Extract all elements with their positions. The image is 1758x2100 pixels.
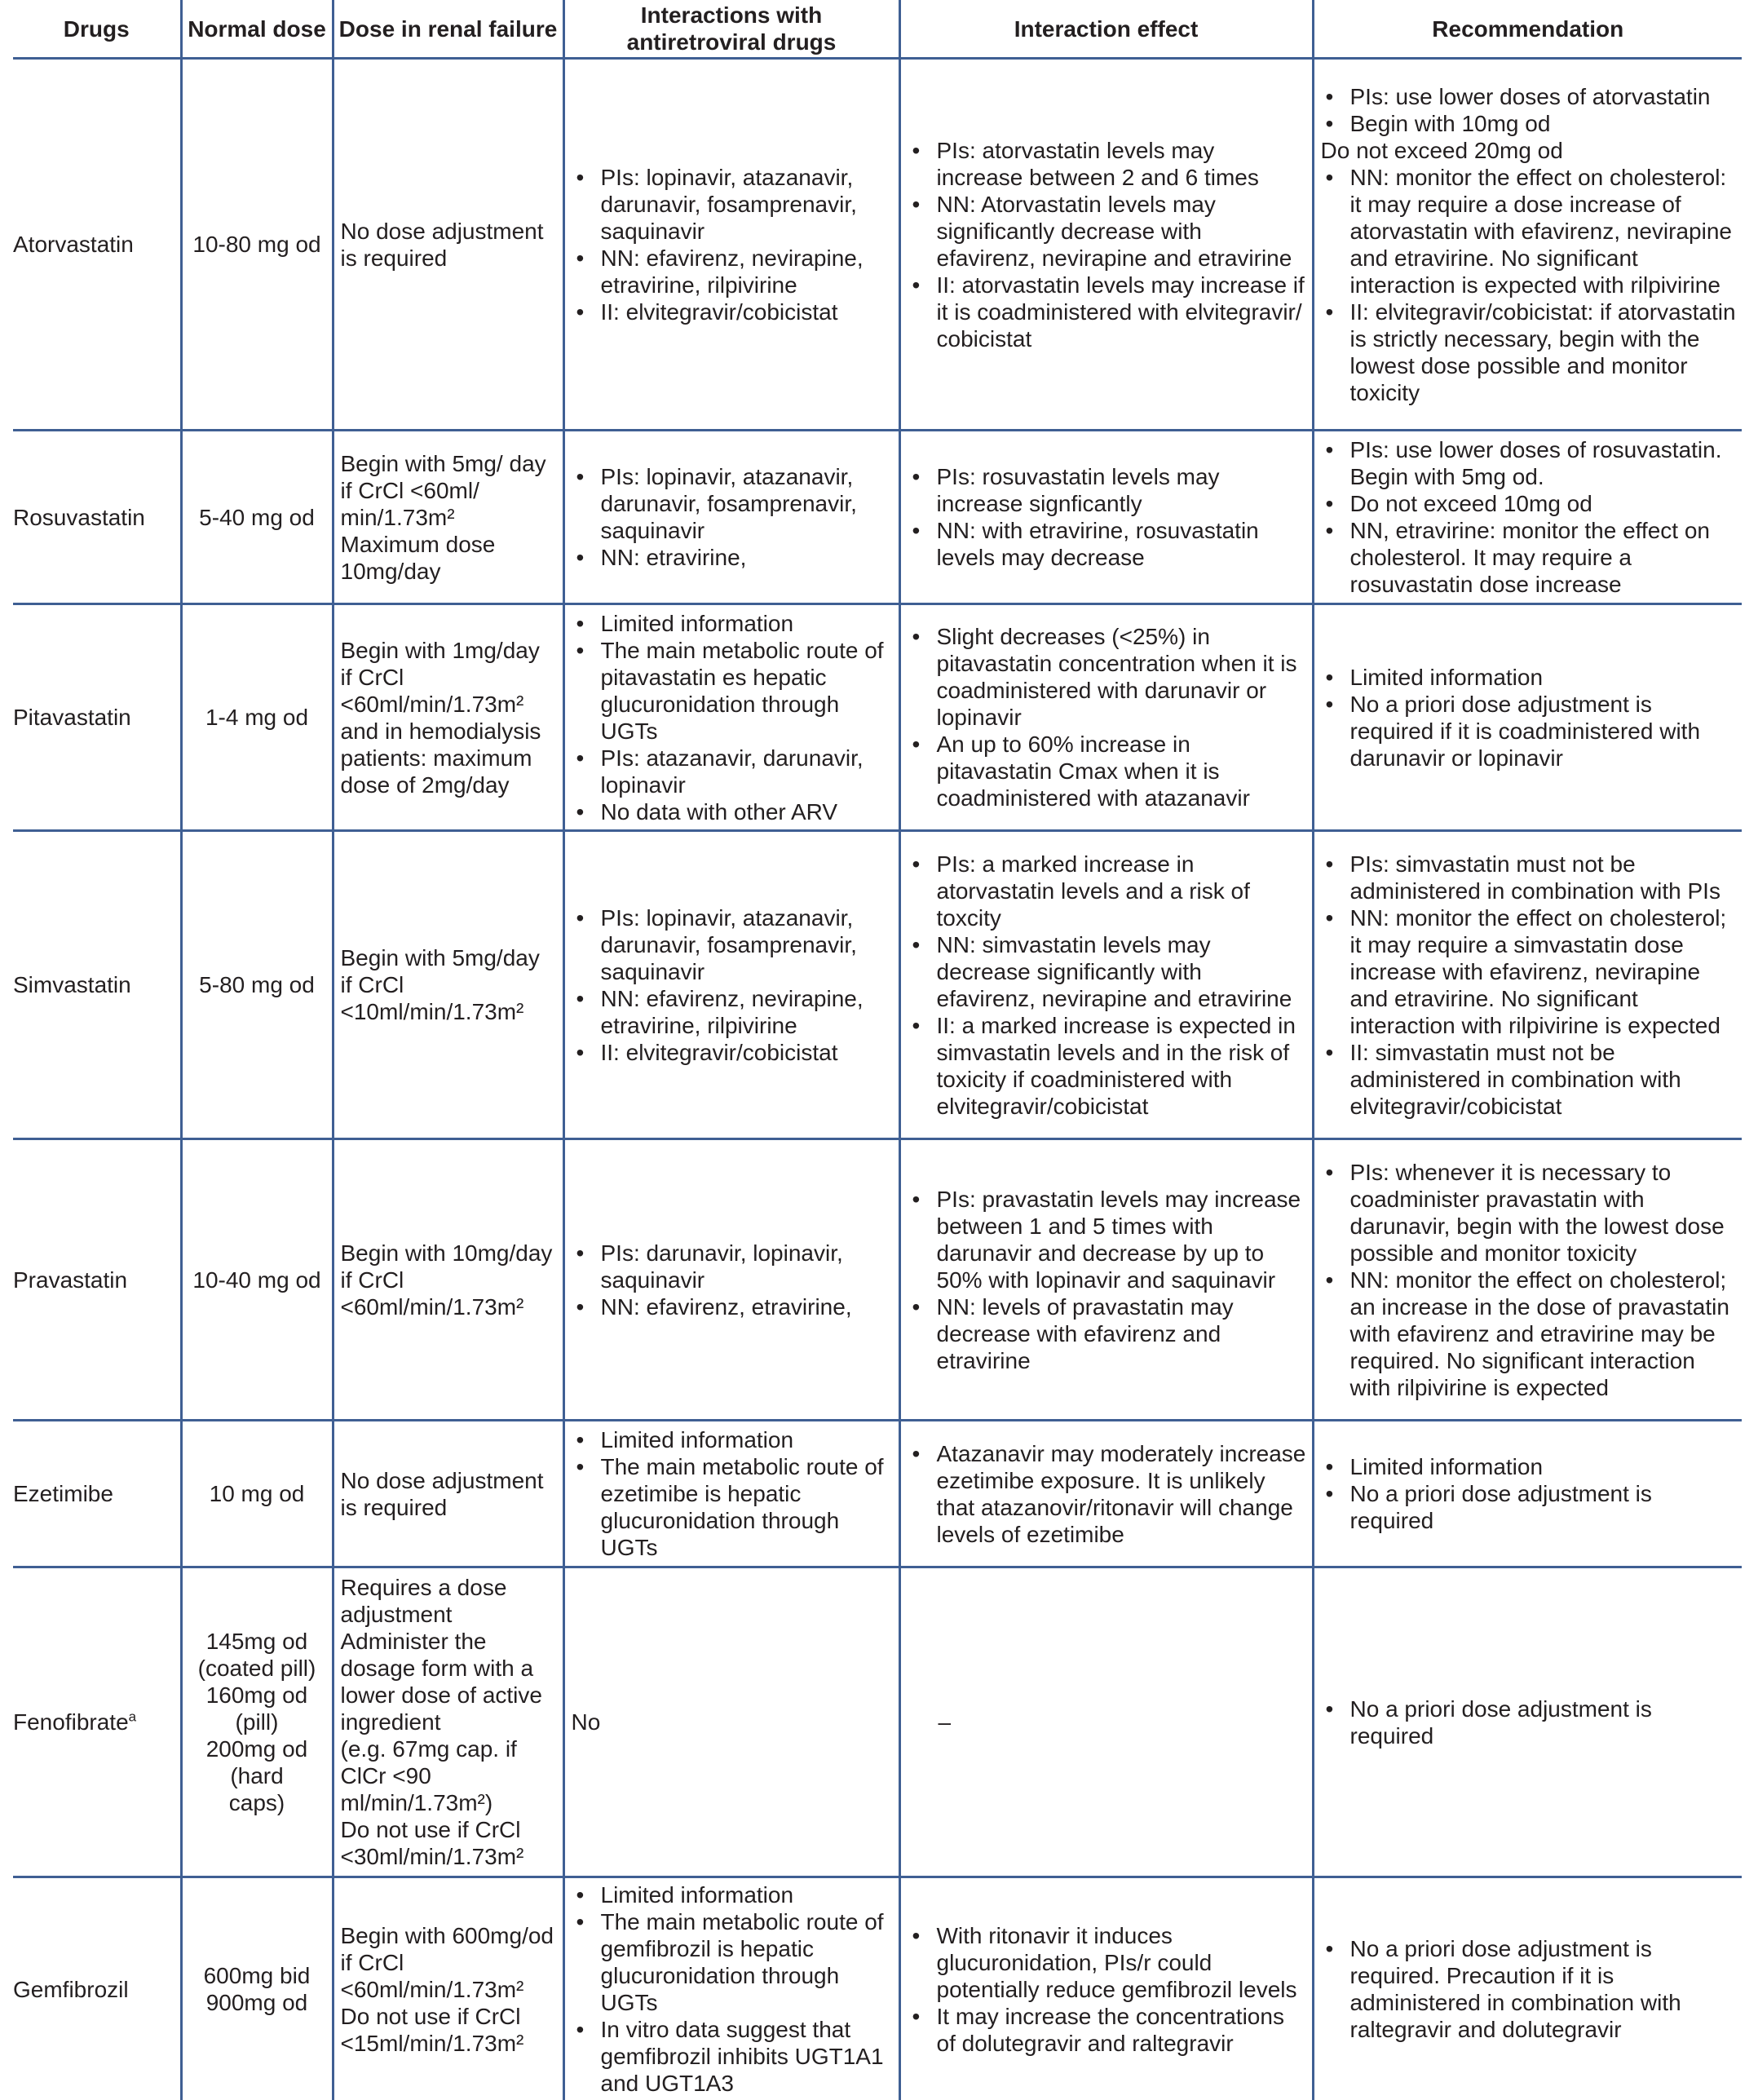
drug-name: Pravastatin <box>13 1139 181 1421</box>
list-item: • Slight decreases (<25%) in pitavastatin concentration when it is coadministered with darunavir or lopinavir <box>908 623 1307 731</box>
renal-dose: No dose adjustment is required <box>333 1421 563 1567</box>
list-item: • II: a marked increase is expected in simvastatin levels and in the risk of toxicity if coadministered with elvitegravir/cobicistat <box>908 1012 1307 1120</box>
interactions-cell <box>563 1139 899 1421</box>
list-item: • PIs: use lower doses of rosuvastatin. Begin with 5mg od. <box>1321 436 1738 490</box>
list-item: • PIs: simvastatin must not be administered in combination with PIs <box>1321 851 1738 904</box>
list-item: • PIs: whenever it is necessary to coadminister pravastatin with darunavir, begin with the lowest dose possible and monitor toxicity <box>1321 1159 1738 1267</box>
list-item: • Do not exceed 10mg od <box>1321 490 1738 517</box>
effect-cell <box>899 1421 1313 1567</box>
list-item: • The main metabolic route of ezetimibe is hepatic glucuronidation through UGTs <box>572 1453 894 1561</box>
list-item: • The main metabolic route of gemfibrozil is hepatic glucuronidation through UGTs <box>572 1908 894 2016</box>
header-normal-dose: Normal dose <box>181 0 333 59</box>
renal-line: (e.g. 67mg cap. if ClCr <90 ml/min/1.73m²) <box>341 1735 558 1816</box>
normal-dose: 5-40 mg od <box>181 431 333 604</box>
list-item: • NN: monitor the effect on cholesterol; it may require a simvastatin dose increase with efavirenz, nevirapine and etravirine. No significant interaction with rilpivirine is expected <box>1321 904 1738 1039</box>
list-item: • An up to 60% increase in pitavastatin Cmax when it is coadministered with atazanavir <box>908 731 1307 811</box>
dose-line: 200mg od <box>184 1735 330 1762</box>
normal-dose: 10-40 mg od <box>181 1139 333 1421</box>
list-item: • II: atorvastatin levels may increase if it is coadministered with elvitegravir/ cobicistat <box>908 272 1307 352</box>
header-interaction-effect: Interaction effect <box>899 0 1313 59</box>
interactions-cell: No <box>563 1567 899 1877</box>
effect-cell <box>899 431 1313 604</box>
list-item: • PIs: lopinavir, atazanavir, darunavir, fosamprenavir, saquinavir <box>572 164 894 245</box>
dose-line: 145mg od <box>184 1628 330 1655</box>
list-item: • PIs: lopinavir, atazanavir, darunavir, fosamprenavir, saquinavir <box>572 904 894 985</box>
list-item: • NN: efavirenz, nevirapine, etravirine, rilpivirine <box>572 985 894 1039</box>
list-item: • No a priori dose adjustment is required. Precaution if it is administered in combination with raltegravir and dolutegravir <box>1321 1935 1738 2043</box>
renal-line: Administer the dosage form with a lower dose of active ingredient <box>341 1628 558 1735</box>
drug-name-text: Fenofibrate <box>13 1709 129 1735</box>
list-item: • Limited information <box>572 1426 894 1453</box>
list-item: • PIs: darunavir, lopinavir, saquinavir <box>572 1240 894 1293</box>
list-item: • No data with other ARV <box>572 798 894 825</box>
list-item: • NN: efavirenz, etravirine, <box>572 1293 894 1320</box>
list-item: • NN: levels of pravastatin may decrease with efavirenz and etravirine <box>908 1293 1307 1374</box>
recommendation-cell <box>1313 431 1742 604</box>
header-drugs: Drugs <box>13 0 181 59</box>
dose-line: 900mg od <box>184 1989 330 2016</box>
drug-name: Simvastatin <box>13 831 181 1139</box>
interactions-cell <box>563 431 899 604</box>
interactions-cell <box>563 604 899 831</box>
list-item: • II: elvitegravir/cobicistat <box>572 298 894 325</box>
list-item: • Limited information <box>1321 1453 1738 1480</box>
dose-line: caps) <box>184 1789 330 1816</box>
plain-note: Do not exceed 20mg od <box>1321 137 1738 164</box>
table-row-rosuvastatin <box>13 431 1742 604</box>
renal-dose: Begin with 5mg/day if CrCl <10ml/min/1.73m² <box>333 831 563 1139</box>
table-row-ezetimibe <box>13 1421 1742 1567</box>
list-item: • PIs: rosuvastatin levels may increase signficantly <box>908 463 1307 517</box>
dose-line: (hard <box>184 1762 330 1789</box>
list-item: • NN: monitor the effect on cholesterol; an increase in the dose of pravastatin with efavirenz and etravirine may be required. No significant interaction with rilpivirine is expected <box>1321 1267 1738 1401</box>
table-row-pravastatin <box>13 1139 1742 1421</box>
dose-line: 600mg bid <box>184 1962 330 1989</box>
drug-interaction-table <box>13 0 1742 2100</box>
list-item: • Limited information <box>572 610 894 637</box>
renal-dose: Begin with 10mg/day if CrCl <60ml/min/1.73m² <box>333 1139 563 1421</box>
drug-name: Ezetimibe <box>13 1421 181 1567</box>
footnote-marker: a <box>129 1709 136 1725</box>
recommendation-cell <box>1313 59 1742 431</box>
table-row-atorvastatin <box>13 59 1742 431</box>
effect-cell <box>899 59 1313 431</box>
normal-dose: 1-4 mg od <box>181 604 333 831</box>
header-row <box>13 0 1742 59</box>
renal-dose: Begin with 5mg/ day if CrCl <60ml/ min/1.73m² Maximum dose 10mg/day <box>333 431 563 604</box>
effect-cell <box>899 604 1313 831</box>
list-item: • PIs: use lower doses of atorvastatin <box>1321 83 1738 110</box>
list-item: • NN: efavirenz, nevirapine, etravirine, rilpivirine <box>572 245 894 298</box>
drug-name: Gemfibrozil <box>13 1877 181 2100</box>
list-item: • PIs: atorvastatin levels may increase between 2 and 6 times <box>908 137 1307 191</box>
normal-dose: 5-80 mg od <box>181 831 333 1139</box>
recommendation-cell <box>1313 1567 1742 1877</box>
header-interactions: Interactions with antiretroviral drugs <box>563 0 899 59</box>
list-item: • It may increase the concentrations of dolutegravir and raltegravir <box>908 2003 1307 2057</box>
table-row-simvastatin <box>13 831 1742 1139</box>
recommendation-cell <box>1313 1877 1742 2100</box>
list-item: • PIs: lopinavir, atazanavir, darunavir, fosamprenavir, saquinavir <box>572 463 894 544</box>
list-item: • NN: etravirine, <box>572 544 894 571</box>
normal-dose <box>181 1567 333 1877</box>
table-row-pitavastatin <box>13 604 1742 831</box>
recommendation-cell <box>1313 1139 1742 1421</box>
list-item: • No a priori dose adjustment is required <box>1321 1480 1738 1534</box>
list-item: • II: simvastatin must not be administered in combination with elvitegravir/cobicistat <box>1321 1039 1738 1120</box>
renal-dose <box>333 1567 563 1877</box>
drug-name <box>13 1567 181 1877</box>
list-item: • PIs: a marked increase in atorvastatin levels and a risk of toxcity <box>908 851 1307 931</box>
list-item: • NN: with etravirine, rosuvastatin levels may decrease <box>908 517 1307 571</box>
list-item: • PIs: pravastatin levels may increase between 1 and 5 times with darunavir and decrease by up to 50% with lopinavir and saquinavir <box>908 1186 1307 1293</box>
normal-dose: 10-80 mg od <box>181 59 333 431</box>
recommendation-cell <box>1313 1421 1742 1567</box>
list-item: • No a priori dose adjustment is required <box>1321 1695 1738 1749</box>
normal-dose: 10 mg od <box>181 1421 333 1567</box>
renal-line: Do not use if CrCl <30ml/min/1.73m² <box>341 1816 558 1870</box>
list-item: • With ritonavir it induces glucuronidation, PIs/r could potentially reduce gemfibrozil levels <box>908 1922 1307 2003</box>
list-item: • NN: Atorvastatin levels may significantly decrease with efavirenz, nevirapine and etravirine <box>908 191 1307 272</box>
dose-line: (pill) <box>184 1709 330 1735</box>
recommendation-cell <box>1313 831 1742 1139</box>
renal-line: Do not use if CrCl <15ml/min/1.73m² <box>341 2003 558 2057</box>
interactions-cell <box>563 831 899 1139</box>
interactions-cell <box>563 59 899 431</box>
list-item: • Begin with 10mg od <box>1321 110 1738 137</box>
list-item: • PIs: atazanavir, darunavir, lopinavir <box>572 745 894 798</box>
renal-dose: No dose adjustment is required <box>333 59 563 431</box>
drug-name: Rosuvastatin <box>13 431 181 604</box>
list-item: • Atazanavir may moderately increase ezetimibe exposure. It is unlikely that atazanovir/ritonavir will change levels of ezetimibe <box>908 1440 1307 1548</box>
interactions-cell <box>563 1877 899 2100</box>
list-item: • NN: monitor the effect on cholesterol: it may require a dose increase of atorvastatin with efavirenz, nevirapine and etravirine. No significant interaction is expected with rilpivirine <box>1321 164 1738 298</box>
renal-line: Begin with 600mg/od if CrCl <60ml/min/1.73m² <box>341 1922 558 2003</box>
renal-line: Requires a dose adjustment <box>341 1574 558 1628</box>
normal-dose <box>181 1877 333 2100</box>
list-item: • In vitro data suggest that gemfibrozil inhibits UGT1A1 and UGT1A3 <box>572 2016 894 2097</box>
effect-cell <box>899 1139 1313 1421</box>
list-item: • Limited information <box>1321 664 1738 691</box>
table-row-gemfibrozil <box>13 1877 1742 2100</box>
list-item: • NN, etravirine: monitor the effect on cholesterol. It may require a rosuvastatin dose increase <box>1321 517 1738 598</box>
list-item: • Limited information <box>572 1881 894 1908</box>
list-item: • NN: simvastatin levels may decrease significantly with efavirenz, nevirapine and etravirine <box>908 931 1307 1012</box>
interactions-cell <box>563 1421 899 1567</box>
table-row-fenofibrate <box>13 1567 1742 1877</box>
dose-line: 160mg od <box>184 1682 330 1709</box>
effect-cell <box>899 1877 1313 2100</box>
recommendation-cell <box>1313 604 1742 831</box>
list-item: • II: elvitegravir/cobicistat <box>572 1039 894 1066</box>
list-item: • The main metabolic route of pitavastatin es hepatic glucuronidation through UGTs <box>572 637 894 745</box>
dose-line: (coated pill) <box>184 1655 330 1682</box>
effect-cell: – <box>899 1567 1313 1877</box>
renal-dose <box>333 1877 563 2100</box>
list-item: • II: elvitegravir/cobicistat: if atorvastatin is strictly necessary, begin with the lowest dose possible and monitor toxicity <box>1321 298 1738 406</box>
drug-name: Pitavastatin <box>13 604 181 831</box>
drug-name: Atorvastatin <box>13 59 181 431</box>
effect-cell <box>899 831 1313 1139</box>
header-renal-dose: Dose in renal failure <box>333 0 563 59</box>
renal-dose: Begin with 1mg/day if CrCl <60ml/min/1.73m² and in hemodialysis patients: maximum dose of 2mg/day <box>333 604 563 831</box>
list-item: • No a priori dose adjustment is required if it is coadministered with darunavir or lopinavir <box>1321 691 1738 771</box>
header-recommendation: Recommendation <box>1313 0 1742 59</box>
